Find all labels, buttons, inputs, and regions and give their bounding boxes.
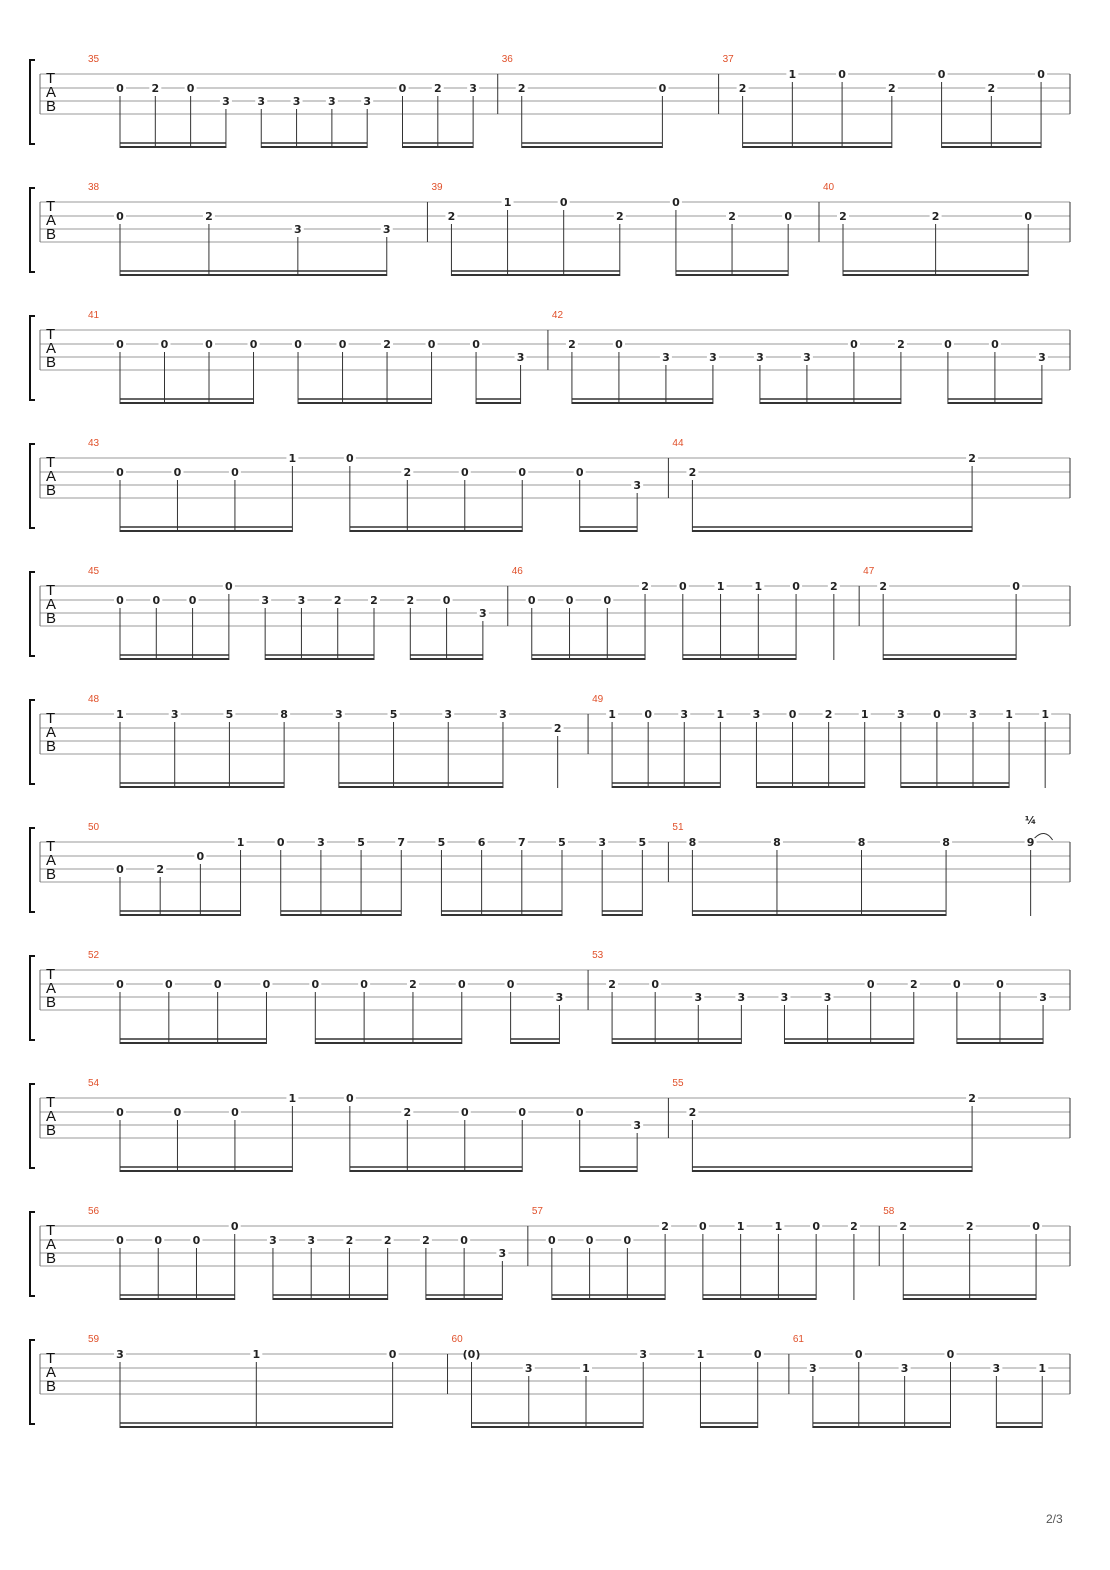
measure-number: 55 bbox=[672, 1078, 684, 1089]
measure-number: 36 bbox=[501, 54, 513, 65]
measure-number: 53 bbox=[592, 950, 604, 961]
fret-number: 0 bbox=[946, 1348, 955, 1361]
fret-number: 0 bbox=[442, 594, 451, 607]
fret-number: 3 bbox=[363, 95, 372, 108]
fret-number: 0 bbox=[116, 82, 124, 95]
fret-number: 0 bbox=[460, 466, 469, 479]
fret-number: 3 bbox=[222, 95, 230, 108]
tab-clef-letter: A bbox=[46, 980, 57, 997]
fret-number: 1 bbox=[252, 1348, 261, 1361]
fret-number: 5 bbox=[638, 836, 647, 849]
fret-number: 2 bbox=[850, 1220, 858, 1233]
fret-number: 2 bbox=[931, 210, 940, 223]
fret-number: 2 bbox=[403, 1106, 412, 1119]
tab-system bbox=[30, 1076, 1090, 1176]
fret-number: 0 bbox=[346, 1092, 354, 1105]
fret-number: 3 bbox=[803, 351, 811, 364]
fret-number: 8 bbox=[942, 836, 950, 849]
fret-number: 5 bbox=[437, 836, 446, 849]
tab-clef-letter: A bbox=[46, 340, 57, 357]
fret-number: 2 bbox=[728, 210, 736, 223]
tab-clef-letter: A bbox=[46, 1364, 57, 1381]
measure-number: 48 bbox=[88, 694, 100, 705]
tab-staff bbox=[30, 948, 1090, 1048]
fret-number: 2 bbox=[608, 978, 616, 991]
fret-number: 0 bbox=[1037, 68, 1045, 81]
fret-number: 7 bbox=[517, 836, 526, 849]
fret-number: 3 bbox=[524, 1362, 533, 1375]
fret-number: 2 bbox=[899, 1220, 908, 1233]
bend-arrow bbox=[1035, 833, 1053, 840]
measure-number: 61 bbox=[792, 1334, 805, 1345]
tab-system bbox=[30, 1332, 1090, 1432]
fret-number: 2 bbox=[447, 210, 456, 223]
fret-number: 9 bbox=[1026, 836, 1035, 849]
measure-number: 40 bbox=[823, 182, 835, 193]
fret-number: 3 bbox=[382, 223, 391, 236]
tab-clef-letter: A bbox=[46, 468, 57, 485]
fret-number: 3 bbox=[257, 95, 266, 108]
tab-clef-letter: A bbox=[46, 596, 57, 613]
tab-clef-letter: B bbox=[46, 866, 57, 883]
fret-number: 0 bbox=[160, 338, 169, 351]
fret-number: 0 bbox=[152, 594, 161, 607]
fret-number: 8 bbox=[280, 708, 288, 721]
fret-number: 2 bbox=[568, 338, 576, 351]
fret-number: 3 bbox=[317, 836, 325, 849]
fret-number: 3 bbox=[1039, 991, 1047, 1004]
fret-number: 0 bbox=[116, 466, 124, 479]
tab-system bbox=[30, 814, 1090, 920]
fret-number: 0 bbox=[788, 708, 797, 721]
fret-number: 0 bbox=[937, 68, 946, 81]
fret-number: 0 bbox=[518, 1106, 527, 1119]
fret-number: 3 bbox=[116, 1348, 124, 1361]
fret-number: 0 bbox=[651, 978, 660, 991]
fret-number: 3 bbox=[709, 351, 717, 364]
fret-number: 0 bbox=[575, 466, 584, 479]
system-bracket bbox=[30, 444, 35, 528]
fret-number: 2 bbox=[688, 466, 697, 479]
fret-number: 0 bbox=[866, 978, 875, 991]
tab-clef-letter: T bbox=[46, 966, 56, 983]
tab-clef-letter: B bbox=[46, 738, 57, 755]
tab-staff bbox=[30, 1076, 1090, 1176]
tab-staff bbox=[30, 692, 1090, 792]
measure-number: 46 bbox=[511, 566, 523, 577]
fret-number: 0 bbox=[457, 978, 466, 991]
fret-number: 3 bbox=[896, 708, 905, 721]
fret-number: 3 bbox=[170, 708, 179, 721]
fret-number: 0 bbox=[294, 338, 302, 351]
fret-number: 3 bbox=[297, 594, 306, 607]
fret-number: 3 bbox=[639, 1348, 648, 1361]
system-bracket bbox=[30, 700, 35, 784]
tab-staff bbox=[30, 308, 1090, 408]
tab-clef-letter: B bbox=[46, 354, 57, 371]
fret-number: 2 bbox=[968, 452, 976, 465]
fret-number: 0 bbox=[262, 978, 271, 991]
fret-number: 0 bbox=[953, 978, 961, 991]
tab-clef-letter: B bbox=[46, 482, 57, 499]
measure-number: 51 bbox=[672, 822, 684, 833]
fret-number: 0 bbox=[205, 338, 213, 351]
fret-number: 0 bbox=[116, 1234, 124, 1247]
fret-number: 2 bbox=[156, 863, 165, 876]
fret-number: (0) bbox=[462, 1348, 481, 1361]
fret-number: 2 bbox=[824, 708, 833, 721]
tab-clef-letter: B bbox=[46, 98, 57, 115]
fret-number: 1 bbox=[788, 68, 797, 81]
fret-number: 5 bbox=[558, 836, 566, 849]
fret-number: 3 bbox=[469, 82, 477, 95]
fret-number: 3 bbox=[598, 836, 606, 849]
fret-number: 0 bbox=[933, 708, 941, 721]
fret-number: 0 bbox=[173, 1106, 182, 1119]
system-bracket bbox=[30, 60, 35, 144]
fret-number: 2 bbox=[839, 210, 847, 223]
fret-number: 1 bbox=[608, 708, 616, 721]
fret-number: 0 bbox=[585, 1234, 594, 1247]
tab-staff bbox=[30, 1332, 1090, 1432]
fret-number: 3 bbox=[992, 1362, 1001, 1375]
fret-number: 0 bbox=[575, 1106, 584, 1119]
fret-number: 0 bbox=[603, 594, 612, 607]
fret-number: 0 bbox=[188, 594, 197, 607]
fret-number: 0 bbox=[231, 1106, 239, 1119]
fret-number: 2 bbox=[403, 466, 412, 479]
system-bracket bbox=[30, 1212, 35, 1296]
tab-clef-letter: T bbox=[46, 326, 56, 343]
fret-number: 8 bbox=[857, 836, 866, 849]
tab-clef-letter: B bbox=[46, 1250, 57, 1267]
fret-number: 5 bbox=[357, 836, 365, 849]
fret-number: 0 bbox=[623, 1234, 632, 1247]
tab-system bbox=[30, 692, 1090, 792]
fret-number: 0 bbox=[460, 1106, 469, 1119]
fret-number: 0 bbox=[388, 1348, 397, 1361]
fret-number: 3 bbox=[261, 594, 269, 607]
tab-staff bbox=[30, 564, 1090, 664]
fret-number: 0 bbox=[116, 1106, 124, 1119]
fret-number: 2 bbox=[879, 580, 887, 593]
fret-number: 3 bbox=[307, 1234, 316, 1247]
fret-number: 5 bbox=[225, 708, 234, 721]
tab-clef-letter: B bbox=[46, 994, 57, 1011]
fret-number: 0 bbox=[506, 978, 515, 991]
tab-system bbox=[30, 948, 1090, 1048]
fret-number: 1 bbox=[1041, 708, 1050, 721]
fret-number: 3 bbox=[969, 708, 977, 721]
fret-number: 3 bbox=[823, 991, 832, 1004]
fret-number: 2 bbox=[968, 1092, 976, 1105]
tab-clef-letter: T bbox=[46, 1094, 56, 1111]
fret-number: 0 bbox=[850, 338, 858, 351]
tab-clef-letter: B bbox=[46, 610, 57, 627]
measure-number: 39 bbox=[431, 182, 443, 193]
fret-number: 2 bbox=[987, 82, 996, 95]
fret-number: 1 bbox=[1038, 1362, 1047, 1375]
measure-number: 44 bbox=[672, 438, 684, 449]
fret-number: 7 bbox=[397, 836, 406, 849]
tab-clef-letter: B bbox=[46, 226, 57, 243]
tab-clef-letter: T bbox=[46, 70, 56, 87]
fret-number: 3 bbox=[294, 223, 302, 236]
fret-number: 3 bbox=[498, 1247, 507, 1260]
tab-clef-letter: A bbox=[46, 852, 57, 869]
fret-number: 2 bbox=[888, 82, 896, 95]
measure-number: 52 bbox=[88, 950, 100, 961]
fret-number: 3 bbox=[516, 351, 525, 364]
fret-number: 2 bbox=[688, 1106, 697, 1119]
fret-number: 0 bbox=[346, 452, 354, 465]
fret-number: 2 bbox=[151, 82, 160, 95]
fret-number: 2 bbox=[383, 338, 391, 351]
measure-number: 58 bbox=[883, 1206, 895, 1217]
fret-number: 0 bbox=[173, 466, 182, 479]
fret-number: 8 bbox=[688, 836, 697, 849]
fret-number: 0 bbox=[164, 978, 173, 991]
fret-number: 0 bbox=[116, 863, 124, 876]
fret-number: 3 bbox=[292, 95, 301, 108]
tab-staff bbox=[30, 436, 1090, 536]
fret-number: 1 bbox=[1005, 708, 1013, 721]
fret-number: 6 bbox=[477, 836, 486, 849]
fret-number: 2 bbox=[909, 978, 918, 991]
tab-staff bbox=[30, 814, 1090, 920]
tab-system bbox=[30, 1204, 1090, 1304]
tab-system bbox=[30, 436, 1090, 536]
system-bracket bbox=[30, 572, 35, 656]
tab-clef-letter: T bbox=[46, 1222, 56, 1239]
fret-number: 0 bbox=[559, 196, 568, 209]
fret-number: 2 bbox=[433, 82, 442, 95]
fret-number: 1 bbox=[288, 452, 297, 465]
measure-number: 43 bbox=[88, 438, 100, 449]
fret-number: 0 bbox=[360, 978, 368, 991]
tab-clef-letter: B bbox=[46, 1122, 57, 1139]
fret-number: 3 bbox=[328, 95, 336, 108]
tab-clef-letter: A bbox=[46, 84, 57, 101]
fret-number: 0 bbox=[527, 594, 536, 607]
fret-number: 0 bbox=[615, 338, 623, 351]
fret-number: 2 bbox=[641, 580, 649, 593]
tab-system bbox=[30, 308, 1090, 408]
fret-number: 0 bbox=[838, 68, 846, 81]
fret-number: 1 bbox=[503, 196, 512, 209]
fret-number: 2 bbox=[333, 594, 342, 607]
fret-number: 2 bbox=[422, 1234, 430, 1247]
fret-number: 0 bbox=[944, 338, 952, 351]
fret-number: 2 bbox=[897, 338, 905, 351]
fret-number: 1 bbox=[860, 708, 869, 721]
fret-number: 1 bbox=[754, 580, 763, 593]
fret-number: 2 bbox=[738, 82, 747, 95]
system-bracket bbox=[30, 1084, 35, 1168]
fret-number: 3 bbox=[756, 351, 764, 364]
fret-number: 8 bbox=[773, 836, 781, 849]
measure-number: 54 bbox=[88, 1078, 100, 1089]
measure-number: 50 bbox=[88, 822, 100, 833]
fret-number: 1 bbox=[288, 1092, 297, 1105]
fret-number: 1 bbox=[236, 836, 245, 849]
fret-number: 1 bbox=[696, 1348, 705, 1361]
fret-number: 0 bbox=[518, 466, 527, 479]
fret-number: 0 bbox=[398, 82, 407, 95]
fret-number: 0 bbox=[784, 210, 792, 223]
fret-number: 2 bbox=[615, 210, 624, 223]
tab-clef-letter: A bbox=[46, 724, 57, 741]
fret-number: 0 bbox=[213, 978, 222, 991]
tab-clef-letter: A bbox=[46, 1236, 57, 1253]
fret-number: 0 bbox=[186, 82, 195, 95]
fret-number: 3 bbox=[633, 479, 641, 492]
fret-number: 0 bbox=[672, 196, 680, 209]
fret-number: 3 bbox=[694, 991, 703, 1004]
measure-number: 42 bbox=[551, 310, 564, 321]
fret-number: 0 bbox=[472, 338, 480, 351]
system-bracket bbox=[30, 828, 35, 912]
fret-number: 2 bbox=[406, 594, 415, 607]
fret-number: 1 bbox=[774, 1220, 783, 1233]
tab-clef-letter: T bbox=[46, 198, 56, 215]
tab-clef-letter: A bbox=[46, 212, 57, 229]
fret-number: 2 bbox=[965, 1220, 974, 1233]
fret-number: 2 bbox=[370, 594, 378, 607]
tab-system bbox=[30, 564, 1090, 664]
tab-clef-letter: T bbox=[46, 710, 56, 727]
fret-number: 1 bbox=[582, 1362, 590, 1375]
page-number: 2/3 bbox=[1046, 1512, 1063, 1526]
tab-system bbox=[30, 52, 1090, 152]
fret-number: 0 bbox=[276, 836, 285, 849]
fret-number: 3 bbox=[752, 708, 761, 721]
tab-clef-letter: T bbox=[46, 838, 56, 855]
fret-number: 0 bbox=[116, 978, 124, 991]
fret-number: 0 bbox=[460, 1234, 468, 1247]
measure-number: 60 bbox=[451, 1334, 463, 1345]
measure-number: 56 bbox=[88, 1206, 100, 1217]
fret-number: 0 bbox=[753, 1348, 762, 1361]
fret-number: 3 bbox=[555, 991, 564, 1004]
fret-number: 0 bbox=[225, 580, 233, 593]
fret-number: 1 bbox=[716, 708, 725, 721]
fret-number: 0 bbox=[991, 338, 999, 351]
fret-number: 0 bbox=[854, 1348, 863, 1361]
measure-number: 59 bbox=[88, 1334, 100, 1345]
fret-number: 2 bbox=[830, 580, 838, 593]
system-bracket bbox=[30, 188, 35, 272]
fret-number: 0 bbox=[154, 1234, 163, 1247]
system-bracket bbox=[30, 956, 35, 1040]
fret-number: 1 bbox=[716, 580, 725, 593]
fret-number: 3 bbox=[499, 708, 507, 721]
fret-number: 0 bbox=[338, 338, 347, 351]
fret-number: 2 bbox=[345, 1234, 354, 1247]
system-bracket bbox=[30, 1340, 35, 1424]
fret-number: 0 bbox=[116, 338, 124, 351]
fret-number: 5 bbox=[389, 708, 398, 721]
fret-number: 2 bbox=[553, 722, 562, 735]
fret-number: 0 bbox=[1032, 1220, 1040, 1233]
fret-number: 0 bbox=[548, 1234, 556, 1247]
tab-system bbox=[30, 180, 1090, 280]
fret-number: 0 bbox=[644, 708, 652, 721]
fret-number: 0 bbox=[231, 466, 239, 479]
fret-number: 0 bbox=[565, 594, 574, 607]
measure-number: 45 bbox=[88, 566, 100, 577]
fret-number: 2 bbox=[661, 1220, 669, 1233]
tab-staff bbox=[30, 180, 1090, 280]
measure-number: 38 bbox=[88, 182, 100, 193]
fret-number: 2 bbox=[383, 1234, 392, 1247]
fret-number: 3 bbox=[479, 607, 487, 620]
fret-number: 0 bbox=[196, 850, 205, 863]
fret-number: 0 bbox=[699, 1220, 707, 1233]
bend-marking: ¼ bbox=[1024, 814, 1037, 827]
fret-number: 0 bbox=[311, 978, 320, 991]
tab-clef-letter: T bbox=[46, 1350, 56, 1367]
fret-number: 3 bbox=[633, 1119, 641, 1132]
measure-number: 49 bbox=[592, 694, 604, 705]
fret-number: 3 bbox=[662, 351, 670, 364]
system-bracket bbox=[30, 316, 35, 400]
measure-number: 41 bbox=[88, 310, 100, 321]
fret-number: 1 bbox=[736, 1220, 745, 1233]
fret-number: 0 bbox=[427, 338, 436, 351]
fret-number: 3 bbox=[809, 1362, 817, 1375]
fret-number: 3 bbox=[780, 991, 789, 1004]
tab-clef-letter: T bbox=[46, 582, 56, 599]
fret-number: 0 bbox=[678, 580, 687, 593]
fret-number: 3 bbox=[680, 708, 689, 721]
fret-number: 2 bbox=[409, 978, 417, 991]
fret-number: 3 bbox=[900, 1362, 909, 1375]
fret-number: 0 bbox=[116, 594, 124, 607]
tab-clef-letter: T bbox=[46, 454, 56, 471]
tab-staff bbox=[30, 1204, 1090, 1304]
fret-number: 0 bbox=[792, 580, 800, 593]
fret-number: 3 bbox=[1038, 351, 1046, 364]
fret-number: 0 bbox=[230, 1220, 239, 1233]
fret-number: 2 bbox=[517, 82, 526, 95]
tab-clef-letter: B bbox=[46, 1378, 57, 1395]
fret-number: 0 bbox=[116, 210, 124, 223]
fret-number: 3 bbox=[335, 708, 343, 721]
measure-number: 57 bbox=[531, 1206, 543, 1217]
measure-number: 47 bbox=[863, 566, 875, 577]
fret-number: 0 bbox=[1012, 580, 1020, 593]
fret-number: 0 bbox=[249, 338, 258, 351]
fret-number: 0 bbox=[812, 1220, 820, 1233]
measure-number: 35 bbox=[88, 54, 100, 65]
fret-number: 0 bbox=[192, 1234, 201, 1247]
fret-number: 0 bbox=[658, 82, 667, 95]
fret-number: 2 bbox=[205, 210, 213, 223]
fret-number: 3 bbox=[444, 708, 453, 721]
fret-number: 0 bbox=[996, 978, 1004, 991]
tab-staff bbox=[30, 52, 1090, 152]
fret-number: 1 bbox=[116, 708, 124, 721]
tab-clef-letter: A bbox=[46, 1108, 57, 1125]
measure-number: 37 bbox=[722, 54, 734, 65]
fret-number: 3 bbox=[269, 1234, 277, 1247]
fret-number: 3 bbox=[737, 991, 746, 1004]
fret-number: 0 bbox=[1024, 210, 1033, 223]
